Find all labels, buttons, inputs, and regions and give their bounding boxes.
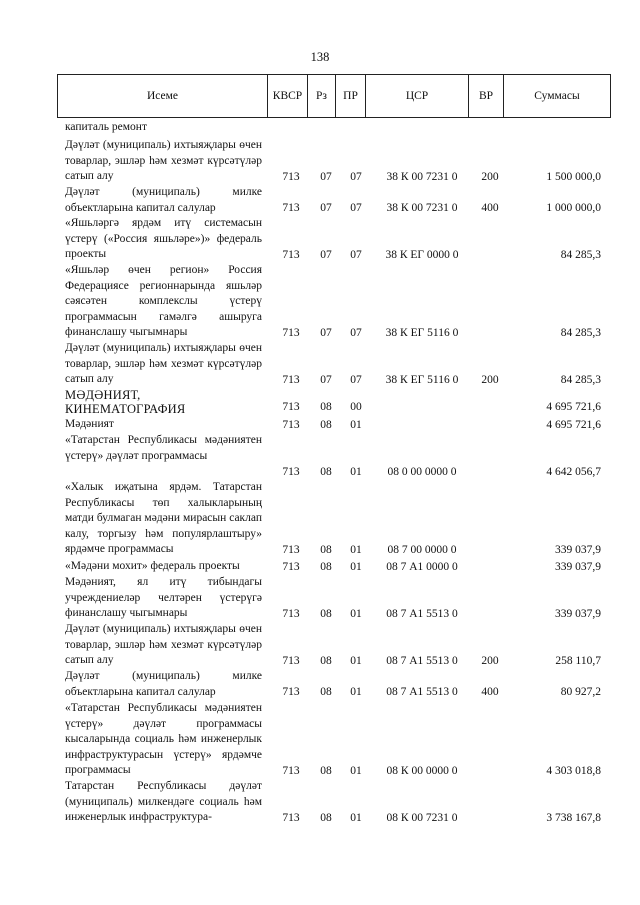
- table-row: [0, 622, 640, 669]
- header-vr: ВР: [468, 75, 503, 117]
- header-pr: ПР: [335, 75, 365, 117]
- row-pr: 01: [350, 544, 362, 556]
- row-sum: 84 285,3: [560, 249, 601, 261]
- row-name: Дәүләт (муниципаль) милке объектларына капитал салулар: [65, 670, 262, 698]
- row-pr: 01: [350, 608, 362, 620]
- row-name: Дәүләт (муниципаль) ихтыяҗлары өчен товарлар, эшләр һәм хезмәт күрсәтүләр сатып алу: [65, 139, 262, 182]
- table-row: [0, 263, 640, 341]
- row-pr: 01: [350, 419, 362, 431]
- row-name: МӘДӘНИЯТ, КИНЕМАТОГРАФИЯ: [65, 388, 186, 416]
- header-csr: ЦСР: [365, 75, 468, 117]
- table-row: [0, 779, 640, 826]
- row-pr: 01: [350, 812, 362, 824]
- row-csr: 08 7 А1 5513 0: [386, 686, 458, 698]
- row-rz: 07: [320, 249, 332, 261]
- row-kvsr: 713: [282, 812, 300, 824]
- row-sum: 339 037,9: [555, 561, 601, 573]
- row-pr: 00: [350, 401, 362, 413]
- table-row: [0, 669, 640, 700]
- row-name: Мәдәният: [65, 418, 114, 430]
- table-row: [0, 559, 640, 575]
- row-sum: 4 695 721,6: [546, 419, 601, 431]
- row-pr: 07: [350, 171, 362, 183]
- row-kvsr: 713: [282, 327, 300, 339]
- row-csr: 38 К 00 7231 0: [386, 171, 458, 183]
- row-csr: 08 7 А1 5513 0: [386, 655, 458, 667]
- row-name: «Яшьләргә ярдәм итү системасын үстерү («Россия яшьләре»)» федераль проекты: [65, 217, 262, 260]
- row-csr: 08 7 А1 0000 0: [386, 561, 458, 573]
- row-kvsr: 713: [282, 249, 300, 261]
- table-row: [0, 701, 640, 779]
- row-csr: 08 7 А1 5513 0: [386, 608, 458, 620]
- row-csr: 38 К 00 7231 0: [386, 202, 458, 214]
- row-rz: 08: [320, 401, 332, 413]
- row-name: Дәүләт (муниципаль) ихтыяҗлары өчен товарлар, эшләр һәм хезмәт күрсәтүләр сатып алу: [65, 342, 262, 385]
- row-pr: 07: [350, 327, 362, 339]
- row-name: Татарстан Республикасы дәүләт (муниципаль) милкендәге социаль һәм инженерлык инфраструктура-: [65, 780, 262, 823]
- row-kvsr: 713: [282, 765, 300, 777]
- table-row: [0, 185, 640, 216]
- row-vr: 400: [481, 202, 499, 214]
- row-rz: 08: [320, 419, 332, 431]
- row-csr: 08 К 00 7231 0: [386, 812, 458, 824]
- row-kvsr: 713: [282, 686, 300, 698]
- row-name: «Халык иҗатына ярдәм. Татарстан Республикасы төп халыкларының матди булмаган мәдәни мирасын саклап калу, торгызу һәм популярлаштыру» ярдәмче программасы: [65, 481, 262, 555]
- row-kvsr: 713: [282, 419, 300, 431]
- header-sum: Суммасы: [503, 75, 610, 117]
- row-csr: 38 К ЕГ 0000 0: [385, 249, 459, 261]
- table-row: [0, 216, 640, 263]
- row-pr: 01: [350, 686, 362, 698]
- table-row: [0, 341, 640, 388]
- row-name: «Яшьләр өчен регион» Россия Федерациясе регионнарында яшьләр сәясәтен комплекслы үстерү программасын гамәлгә ашыруга финанслашу чыгымнары: [65, 264, 262, 338]
- row-vr: 400: [481, 686, 499, 698]
- table-row: [0, 417, 640, 433]
- row-rz: 08: [320, 544, 332, 556]
- table-row: [0, 120, 640, 136]
- row-rz: 08: [320, 655, 332, 667]
- row-name: «Татарстан Республикасы мәдәниятен үстерү» дәүләт программасы: [65, 434, 262, 462]
- row-sum: 1 000 000,0: [546, 202, 601, 214]
- row-pr: 07: [350, 374, 362, 386]
- row-name: Дәүләт (муниципаль) ихтыяҗлары өчен товарлар, эшләр һәм хезмәт күрсәтүләр сатып алу: [65, 623, 262, 666]
- row-kvsr: 713: [282, 374, 300, 386]
- row-pr: 01: [350, 765, 362, 777]
- row-sum: 339 037,9: [555, 608, 601, 620]
- table-row: [0, 575, 640, 622]
- row-sum: 84 285,3: [560, 374, 601, 386]
- page-number: 138: [310, 50, 330, 64]
- row-rz: 08: [320, 466, 332, 478]
- row-rz: 08: [320, 561, 332, 573]
- row-kvsr: 713: [282, 561, 300, 573]
- row-kvsr: 713: [282, 171, 300, 183]
- row-pr: 01: [350, 466, 362, 478]
- row-sum: 258 110,7: [555, 655, 601, 667]
- row-csr: 38 К ЕГ 5116 0: [385, 374, 459, 386]
- header-name: Исеме: [146, 90, 179, 102]
- row-rz: 08: [320, 765, 332, 777]
- row-kvsr: 713: [282, 202, 300, 214]
- row-rz: 07: [320, 202, 332, 214]
- row-sum: 80 927,2: [560, 686, 601, 698]
- row-kvsr: 713: [282, 608, 300, 620]
- row-rz: 08: [320, 686, 332, 698]
- row-vr: 200: [481, 655, 499, 667]
- row-sum: 3 738 167,8: [546, 812, 601, 824]
- row-name: Мәдәният, ял итү тибындагы учреждениеләр челтәрен үстерүгә финанслашу чыгымнары: [65, 576, 262, 619]
- row-pr: 07: [350, 202, 362, 214]
- row-kvsr: 713: [282, 466, 300, 478]
- row-rz: 08: [320, 812, 332, 824]
- row-rz: 07: [320, 327, 332, 339]
- row-rz: 08: [320, 608, 332, 620]
- header-kvsr: КВСР: [267, 75, 307, 117]
- row-csr: 08 7 00 0000 0: [387, 544, 457, 556]
- row-sum: 84 285,3: [560, 327, 601, 339]
- row-sum: 4 303 018,8: [546, 765, 601, 777]
- row-name: «Мәдәни мохит» федераль проекты: [65, 560, 240, 572]
- row-kvsr: 713: [282, 655, 300, 667]
- row-name: «Татарстан Республикасы мәдәниятен үстерү» дәүләт программасы кысаларында социаль һәм инженерлык инфраструктурасын үстерү» ярдәмче программасы: [65, 702, 262, 776]
- header-rz: Рз: [307, 75, 335, 117]
- row-name: Дәүләт (муниципаль) милке объектларына капитал салулар: [65, 186, 262, 214]
- row-kvsr: 713: [282, 544, 300, 556]
- row-sum: 339 037,9: [555, 544, 601, 556]
- table-row: [0, 388, 640, 415]
- row-pr: 01: [350, 655, 362, 667]
- row-csr: 08 К 00 0000 0: [386, 765, 458, 777]
- row-pr: 07: [350, 249, 362, 261]
- row-sum: 4 642 056,7: [546, 466, 601, 478]
- row-sum: 4 695 721,6: [546, 401, 601, 413]
- row-rz: 07: [320, 171, 332, 183]
- table-header: [57, 74, 611, 118]
- row-csr: 08 0 00 0000 0: [387, 466, 457, 478]
- row-kvsr: 713: [282, 401, 300, 413]
- row-sum: 1 500 000,0: [546, 171, 601, 183]
- row-csr: 38 К ЕГ 5116 0: [385, 327, 459, 339]
- row-vr: 200: [481, 374, 499, 386]
- row-name: капиталь ремонт: [65, 121, 147, 133]
- table-row: [0, 480, 640, 558]
- row-vr: 200: [481, 171, 499, 183]
- row-pr: 01: [350, 561, 362, 573]
- table-row: [0, 138, 640, 185]
- row-rz: 07: [320, 374, 332, 386]
- table-row: [0, 433, 640, 480]
